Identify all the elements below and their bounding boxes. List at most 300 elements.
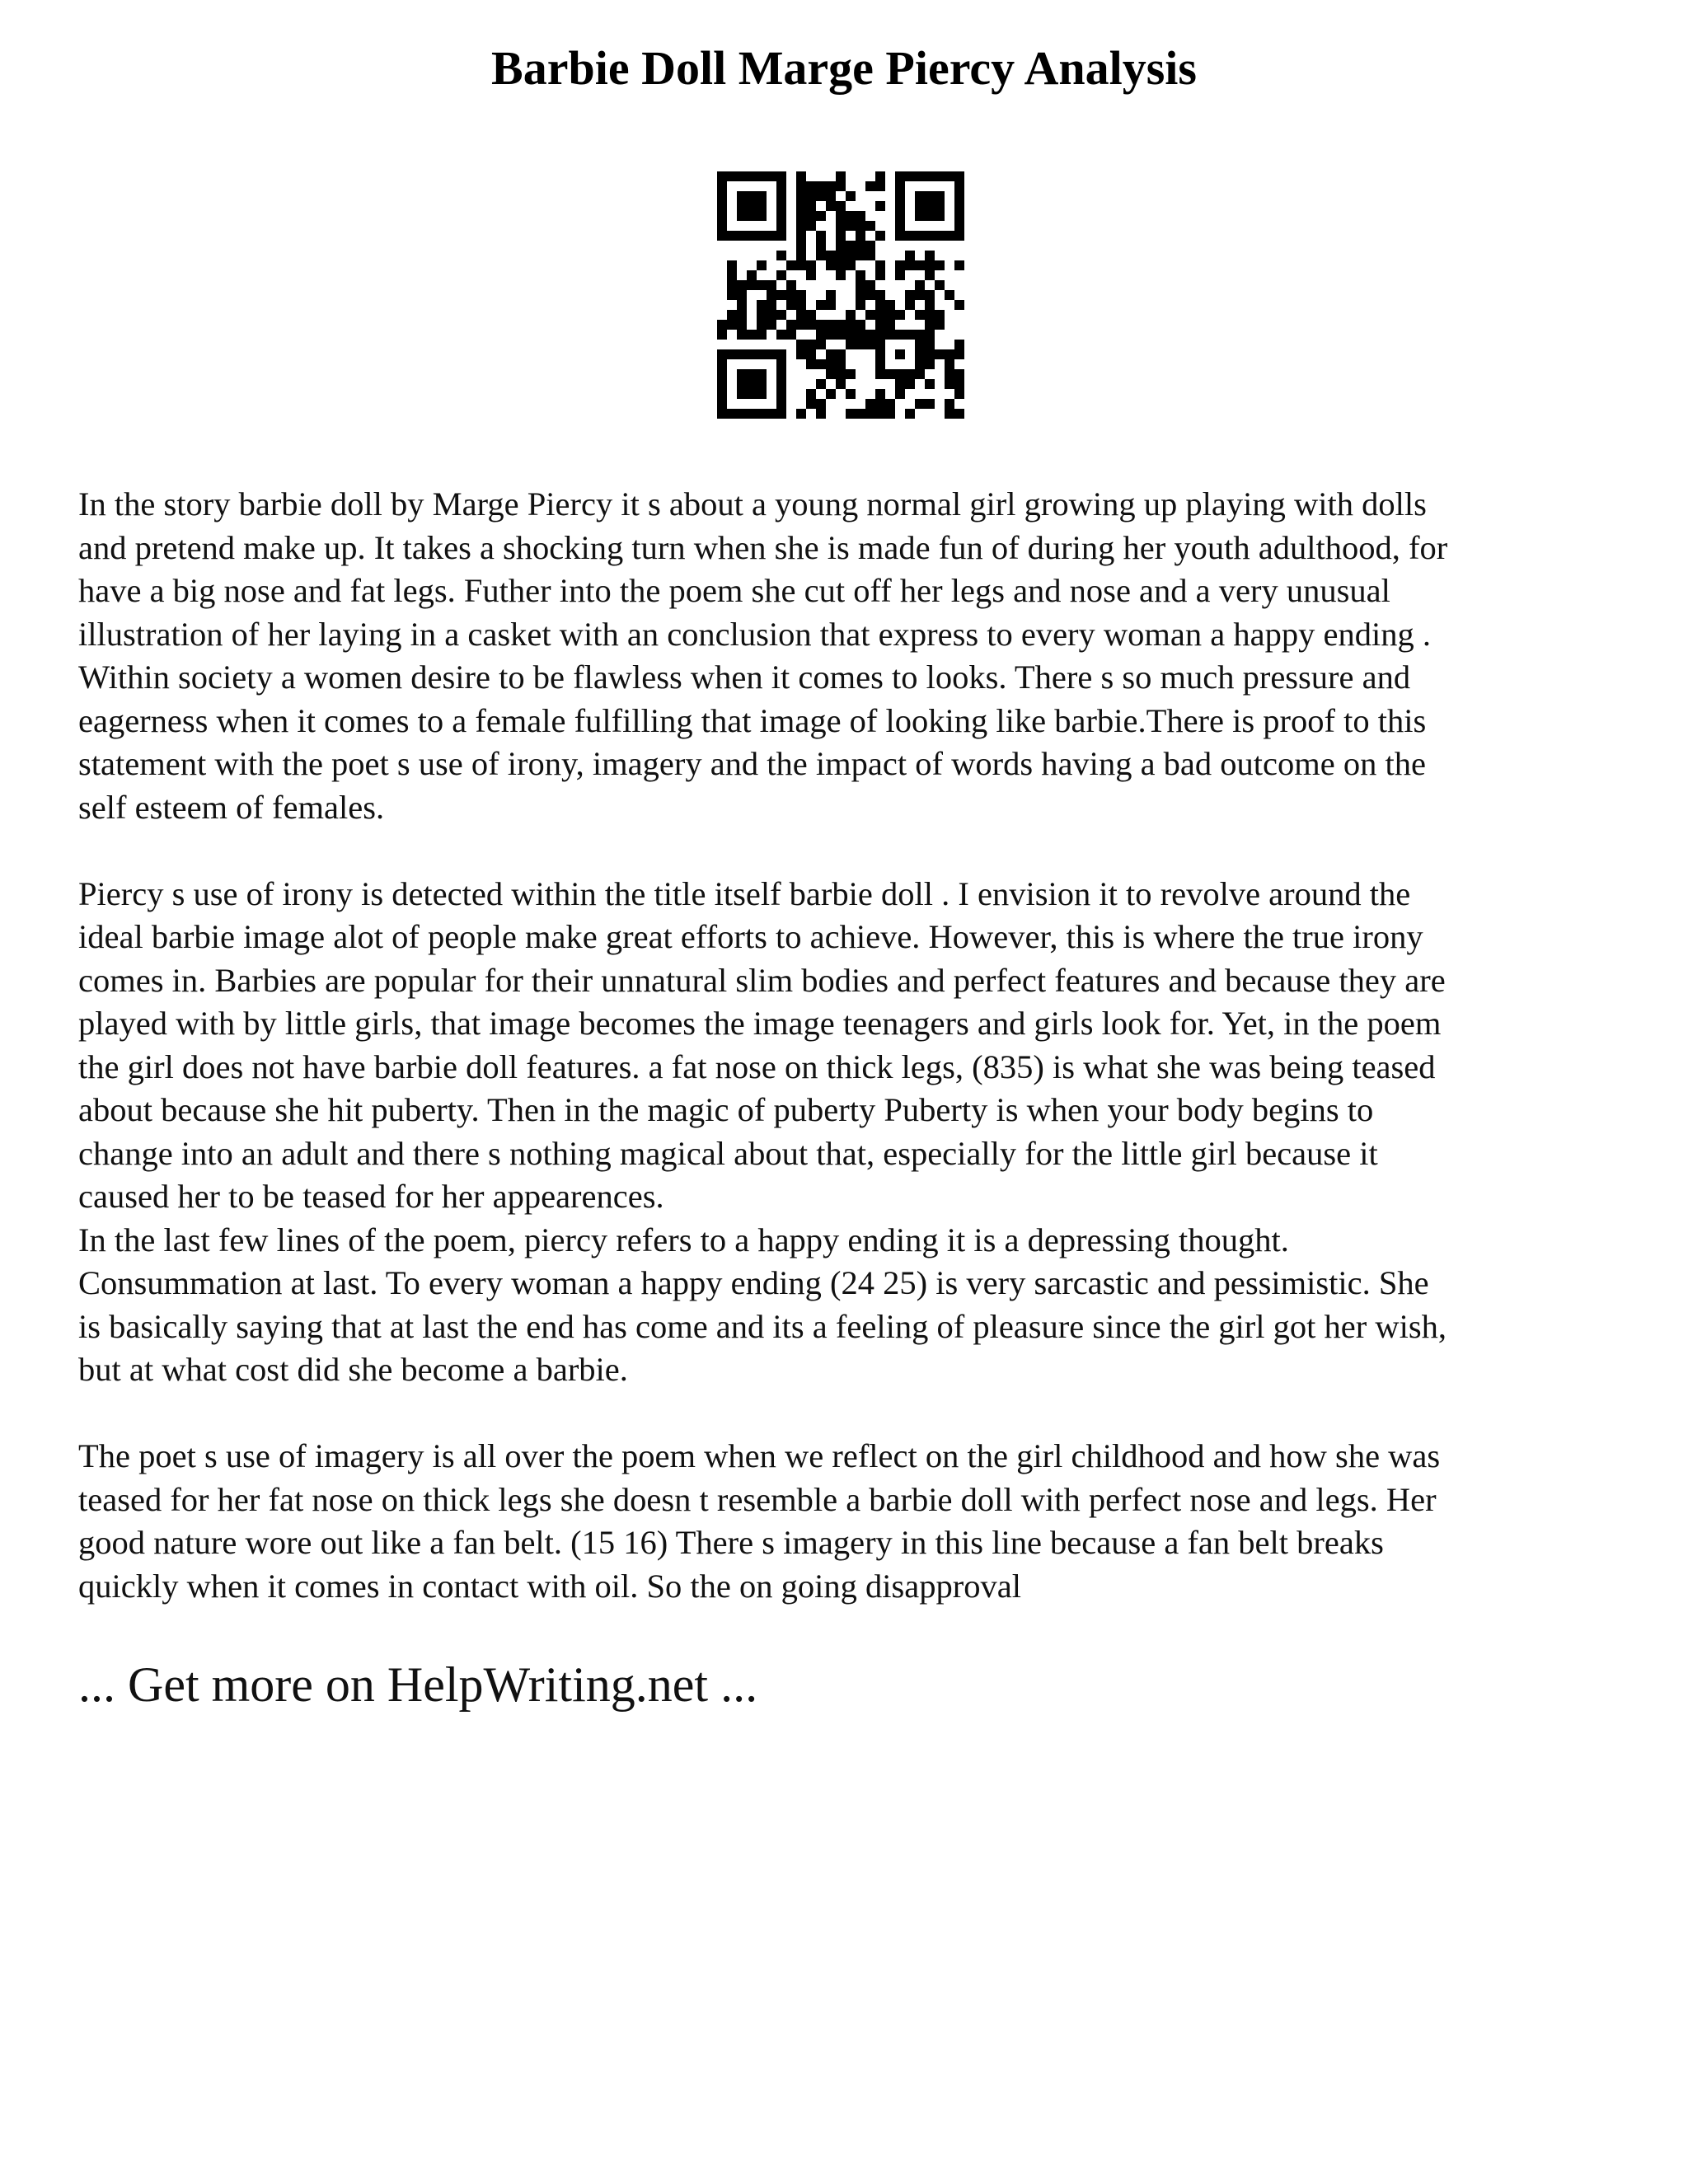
qr-module [767,320,776,330]
qr-module [836,181,846,191]
qr-module [925,399,935,409]
qr-module [776,379,786,389]
qr-module [846,310,856,320]
qr-module [767,231,776,241]
qr-module [796,340,806,349]
text-line: change into an adult and there s nothing magical about that, especially for the little girl because it [78,1134,1378,1172]
qr-module [836,251,846,260]
qr-module [776,171,786,181]
qr-module [826,359,836,369]
qr-module [925,300,935,310]
qr-module [826,260,836,270]
qr-module [717,379,727,389]
qr-module [826,369,836,379]
qr-module [806,270,816,280]
qr-module [767,349,776,359]
qr-module [757,300,767,310]
qr-module [875,330,885,340]
qr-module [737,320,747,330]
text-line: teased for her fat nose on thick legs she doesn t resemble a barbie doll with perfect nose and legs. Her [78,1480,1437,1518]
qr-module [915,171,925,181]
text-line: quickly when it comes in contact with oil. So the on going disapproval [78,1567,1021,1605]
qr-module [767,280,776,290]
qr-module [747,379,757,389]
qr-module [945,379,954,389]
text-line: statement with the poet s use of irony, imagery and the impact of words having a bad outcome on the [78,745,1426,782]
get-more-link[interactable]: ... Get more on HelpWriting.net ... [78,1657,758,1712]
qr-module [905,300,915,310]
qr-module [836,171,846,181]
qr-module [895,221,905,231]
text-line: the girl does not have barbie doll features. a fat nose on thick legs, (835) is what she was being teased [78,1047,1436,1085]
qr-module [925,260,935,270]
qr-module [806,211,816,221]
qr-module [905,231,915,241]
qr-module [757,260,767,270]
qr-module [776,211,786,221]
qr-module [915,369,925,379]
qr-module [885,369,895,379]
text-line: comes in. Barbies are popular for their unnatural slim bodies and perfect features and because they are [78,961,1446,999]
qr-module [796,211,806,221]
qr-module [915,201,925,211]
qr-module [836,201,846,211]
qr-module [954,181,964,191]
qr-module [846,369,856,379]
qr-module [856,290,865,300]
qr-module [935,349,945,359]
qr-module [757,379,767,389]
qr-module [796,231,806,241]
qr-module [747,201,757,211]
qr-module [856,320,865,330]
qr-module [856,340,865,349]
qr-module [826,191,836,201]
text-line: self esteem of females. [78,788,385,826]
qr-module [776,389,786,399]
qr-module [925,270,935,280]
qr-module [925,231,935,241]
text-line: The poet s use of imagery is all over the poem when we reflect on the girl childhood and how she was [78,1437,1441,1474]
qr-module [717,359,727,369]
qr-module [915,280,925,290]
qr-module [767,290,776,300]
qr-module [776,330,786,340]
qr-module [816,211,826,221]
qr-module [786,330,796,340]
qr-module [717,330,727,340]
qr-module [895,330,905,340]
qr-module [856,280,865,290]
qr-module [796,310,806,320]
qr-module [806,389,816,399]
qr-module [796,260,806,270]
qr-module [737,191,747,201]
qr-module [776,359,786,369]
qr-module [806,191,816,201]
qr-module [826,201,836,211]
qr-module [806,359,816,369]
qr-module [737,290,747,300]
qr-module [826,300,836,310]
qr-module [757,409,767,419]
qr-module [727,290,737,300]
qr-module [895,310,905,320]
qr-module [717,369,727,379]
qr-module [806,340,816,349]
qr-module [925,310,935,320]
qr-module [717,231,727,241]
qr-module [865,409,875,419]
qr-module [816,359,826,369]
qr-module [816,379,826,389]
qr-module [747,191,757,201]
qr-module [796,320,806,330]
qr-module [945,231,954,241]
qr-module [925,330,935,340]
qr-module [935,191,945,201]
qr-module [727,310,737,320]
qr-module [954,389,964,399]
text-line: ideal barbie image alot of people make great efforts to achieve. However, this is where the true irony [78,918,1423,955]
qr-module [776,221,786,231]
qr-module [826,349,836,359]
text-line: is basically saying that at last the end has come and its a feeling of pleasure since the girl got her wish, [78,1307,1447,1345]
qr-module [776,369,786,379]
paragraph [78,483,1628,829]
qr-module [954,260,964,270]
qr-module [737,349,747,359]
qr-module [836,221,846,231]
qr-module [747,231,757,241]
qr-module [796,349,806,359]
qr-module [885,320,895,330]
qr-module [875,201,885,211]
qr-module [717,409,727,419]
text-line: caused her to be teased for her appearences. [78,1178,664,1215]
qr-module [806,399,816,409]
qr-module [954,201,964,211]
qr-module [806,310,816,320]
qr-module [885,399,895,409]
qr-module [737,171,747,181]
qr-module [915,290,925,300]
qr-module [806,201,816,211]
qr-module [935,260,945,270]
qr-module [826,290,836,300]
qr-module [875,310,885,320]
qr-module [865,280,875,290]
qr-module [816,251,826,260]
qr-module [747,349,757,359]
qr-module [925,379,935,389]
qr-module [776,399,786,409]
qr-module [786,300,796,310]
qr-module [816,241,826,251]
qr-module [816,191,826,201]
qr-module [865,251,875,260]
qr-module [806,349,816,359]
qr-module [846,260,856,270]
paragraph [78,1435,1628,1608]
text-line: In the last few lines of the poem, piercy refers to a happy ending it is a depressing thought. [78,1221,1289,1258]
qr-module [717,181,727,191]
qr-module [737,379,747,389]
qr-module [776,290,786,300]
qr-module [796,201,806,211]
qr-module [747,330,757,340]
qr-module [954,231,964,241]
qr-module [856,221,865,231]
qr-module [875,349,885,359]
text-line: have a big nose and fat legs. Futher into the poem she cut off her legs and nose and a very unusual [78,572,1390,609]
qr-module [885,409,895,419]
qr-module [846,320,856,330]
text-line: played with by little girls, that image becomes the image teenagers and girls look for. Yet, in the poem [78,1005,1442,1042]
qr-module [747,409,757,419]
qr-module [875,389,885,399]
qr-module [776,201,786,211]
qr-module [846,389,856,399]
qr-module [737,231,747,241]
qr-module [875,300,885,310]
qr-module [717,191,727,201]
qr-module [737,330,747,340]
qr-module [954,349,964,359]
qr-module [935,211,945,221]
text-line: good nature wore out like a fan belt. (15 16) There s imagery in this line because a fan belt breaks [78,1524,1384,1561]
qr-module [905,369,915,379]
qr-module [846,330,856,340]
qr-module [954,191,964,201]
qr-module [717,389,727,399]
qr-module [895,260,905,270]
qr-module [945,359,954,369]
qr-module [915,211,925,221]
qr-module [816,399,826,409]
text-line: In the story barbie doll by Marge Piercy it s about a young normal girl growing up playing with dolls [78,485,1427,523]
qr-module [875,320,885,330]
qr-module [925,340,935,349]
qr-module [737,201,747,211]
qr-module [875,231,885,241]
qr-module [776,270,786,280]
qr-module [905,330,915,340]
qr-module [816,231,826,241]
qr-module [757,231,767,241]
qr-module [757,201,767,211]
text-line: illustration of her laying in a casket with an conclusion that express to every woman a happy ending . [78,615,1431,653]
qr-module [717,320,727,330]
qr-module [757,211,767,221]
qr-module [717,201,727,211]
qr-module [895,201,905,211]
qr-module [737,409,747,419]
qr-module [836,270,846,280]
page-title: Barbie Doll Marge Piercy Analysis [491,41,1197,95]
qr-module [925,211,935,221]
qr-module [925,201,935,211]
qr-module [836,330,846,340]
qr-module [856,211,865,221]
qr-module [895,181,905,191]
qr-module [806,221,816,231]
qr-module [875,369,885,379]
qr-module [915,231,925,241]
qr-module [727,231,737,241]
qr-module [895,231,905,241]
qr-module [796,221,806,231]
qr-module [747,280,757,290]
qr-module [747,389,757,399]
qr-module [875,171,885,181]
qr-module [727,349,737,359]
qr-module [737,211,747,221]
qr-module [935,231,945,241]
qr-module [875,181,885,191]
qr-module [865,181,875,191]
qr-module [747,211,757,221]
qr-module [895,349,905,359]
qr-module [836,369,846,379]
qr-module [846,191,856,201]
qr-module [865,340,875,349]
qr-module [796,191,806,201]
qr-module [925,349,935,359]
qr-module [737,389,747,399]
qr-module [836,349,846,359]
qr-module [836,379,846,389]
qr-module [905,251,915,260]
qr-module [796,181,806,191]
qr-module [954,221,964,231]
qr-module [776,310,786,320]
qr-module [905,409,915,419]
qr-module [954,171,964,181]
qr-module [915,340,925,349]
qr-module [875,290,885,300]
qr-module [806,181,816,191]
qr-module [954,379,964,389]
qr-module [786,290,796,300]
text-line: Piercy s use of irony is detected within the title itself barbie doll . I envision it to revolve around the [78,874,1411,912]
qr-module [915,359,925,369]
qr-module [717,171,727,181]
qr-module [826,320,836,330]
qr-module [796,251,806,260]
qr-module [846,251,856,260]
qr-module [816,340,826,349]
qr-module [875,270,885,280]
qr-module [915,191,925,201]
qr-module [717,221,727,231]
qr-module [796,241,806,251]
qr-module [717,399,727,409]
qr-module [954,340,964,349]
qr-module [954,369,964,379]
qr-module [776,191,786,201]
qr-module [905,379,915,389]
qr-module [915,310,925,320]
qr-module [757,369,767,379]
qr-module [727,270,737,280]
qr-module [826,330,836,340]
qr-module [776,181,786,191]
qr-module [875,399,885,409]
qr-module [856,330,865,340]
qr-module [776,231,786,241]
qr-module [757,310,767,320]
qr-module [856,270,865,280]
qr-module [727,320,737,330]
qr-module [786,260,796,270]
qr-module [935,280,945,290]
qr-module [915,330,925,340]
text-line: about because she hit puberty. Then in the magic of puberty Puberty is when your body begins to [78,1091,1374,1128]
qr-module [826,251,836,260]
essay-body [78,483,1628,1608]
qr-module [856,231,865,241]
qr-module [796,300,806,310]
qr-module [776,349,786,359]
qr-module [885,300,895,310]
qr-module [875,359,885,369]
text-line: Within society a women desire to be flawless when it comes to looks. There s so much pressure and [78,658,1411,696]
qr-module [757,191,767,201]
qr-module [836,211,846,221]
qr-module [895,389,905,399]
qr-module [816,181,826,191]
qr-module [767,409,776,419]
qr-module [846,211,856,221]
qr-module [757,330,767,340]
paragraph [78,873,1628,1392]
qr-module [836,241,846,251]
qr-module [945,349,954,359]
qr-module [885,330,895,340]
qr-module [856,251,865,260]
qr-module [935,171,945,181]
qr-module [747,270,757,280]
qr-module [865,290,875,300]
qr-module [895,379,905,389]
qr-module [757,320,767,330]
qr-module [935,201,945,211]
qr-module [826,389,836,399]
qr-module [905,171,915,181]
qr-module [757,280,767,290]
qr-module [776,409,786,419]
qr-module [737,369,747,379]
qr-code-icon [717,171,964,419]
qr-module [945,369,954,379]
qr-module [727,171,737,181]
qr-module [737,310,747,320]
qr-module [925,191,935,201]
qr-module [786,280,796,290]
qr-module [915,349,925,359]
qr-module [826,181,836,191]
qr-module [796,409,806,419]
qr-module [915,260,925,270]
qr-module [727,280,737,290]
qr-module [816,300,826,310]
qr-module [945,399,954,409]
qr-module [856,300,865,310]
qr-module [954,409,964,419]
qr-module [747,369,757,379]
qr-module [925,320,935,330]
